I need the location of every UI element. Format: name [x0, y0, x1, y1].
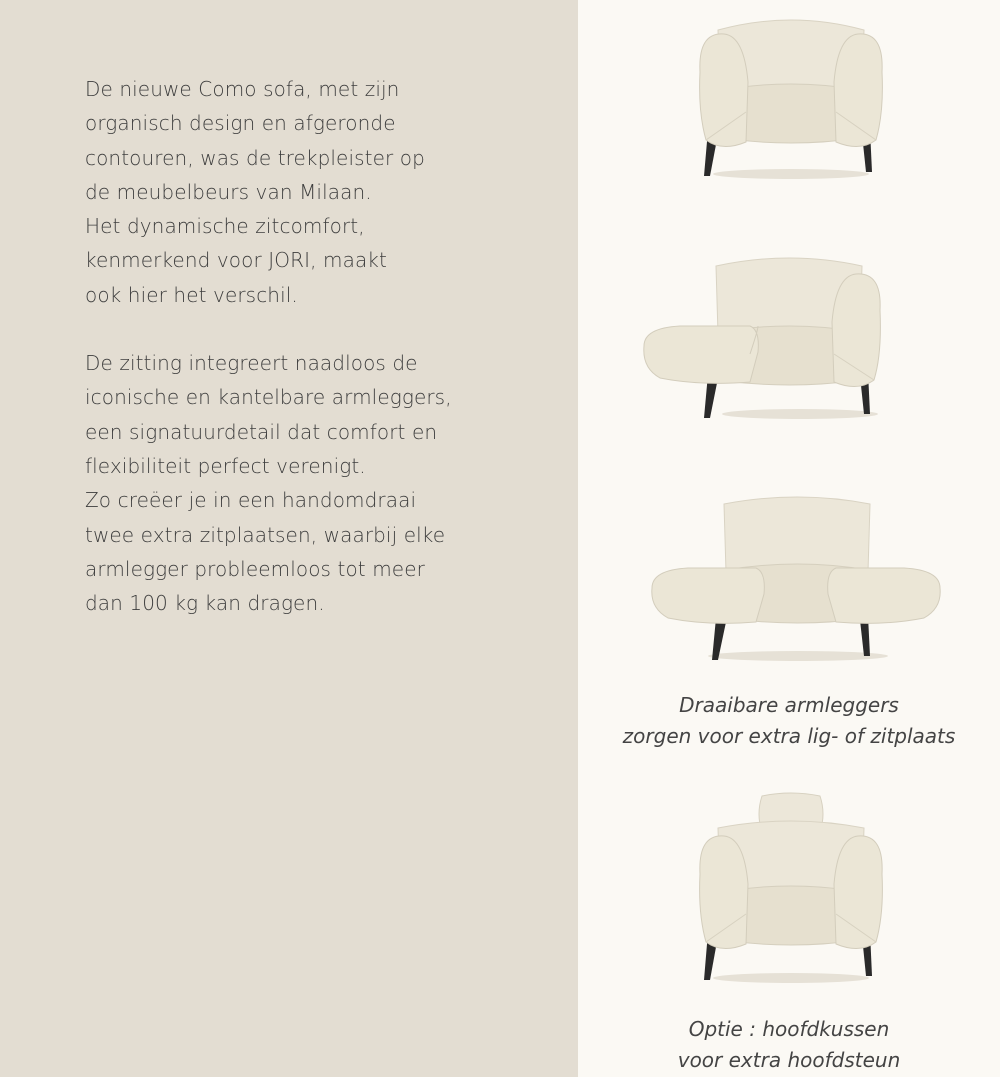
- intro-line: contouren, was de trekpleister op: [85, 145, 425, 170]
- intro-line: organisch design en afgeronde: [85, 111, 396, 136]
- intro-text: [85, 72, 555, 620]
- intro-line: dan 100 kg kan dragen.: [85, 591, 325, 616]
- intro-line: armlegger probleemloos tot meer: [85, 556, 425, 581]
- intro-line: de meubelbeurs van Milaan.: [85, 179, 372, 204]
- intro-line: kenmerkend voor JORI, maakt: [85, 248, 387, 273]
- intro-paragraph-2: [85, 346, 555, 620]
- armchair-both-arms-folded-photo: [648, 496, 944, 664]
- intro-line: ook hier het verschil.: [85, 282, 298, 307]
- caption-line: zorgen voor extra lig- of zitplaats: [622, 724, 956, 748]
- intro-line: De nieuwe Como sofa, met zijn: [85, 77, 400, 101]
- intro-line: iconische en kantelbare armleggers,: [85, 385, 452, 410]
- intro-line: flexibiliteit perfect verenigt.: [85, 453, 366, 478]
- caption-line: Draaibare armleggers: [679, 693, 899, 717]
- intro-line: een signatuurdetail dat comfort en: [85, 419, 438, 444]
- armchair-photo: [696, 12, 886, 184]
- caption-armrests: [578, 690, 1000, 752]
- intro-line: Het dynamische zitcomfort,: [85, 214, 365, 239]
- caption-line: Optie : hoofdkussen: [688, 1017, 890, 1041]
- image-panel: [578, 0, 1000, 1077]
- intro-paragraph-1: [85, 72, 555, 312]
- caption-headrest: [578, 1014, 1000, 1076]
- intro-line: De zitting integreert naadloos de: [85, 351, 418, 376]
- intro-line: twee extra zitplaatsen, waarbij elke: [85, 522, 446, 547]
- caption-line: voor extra hoofdsteun: [677, 1048, 901, 1072]
- armchair-headrest-photo: [696, 792, 886, 988]
- armchair-one-arm-folded-photo: [640, 254, 886, 426]
- intro-line: Zo creëer je in een handomdraai: [85, 488, 417, 513]
